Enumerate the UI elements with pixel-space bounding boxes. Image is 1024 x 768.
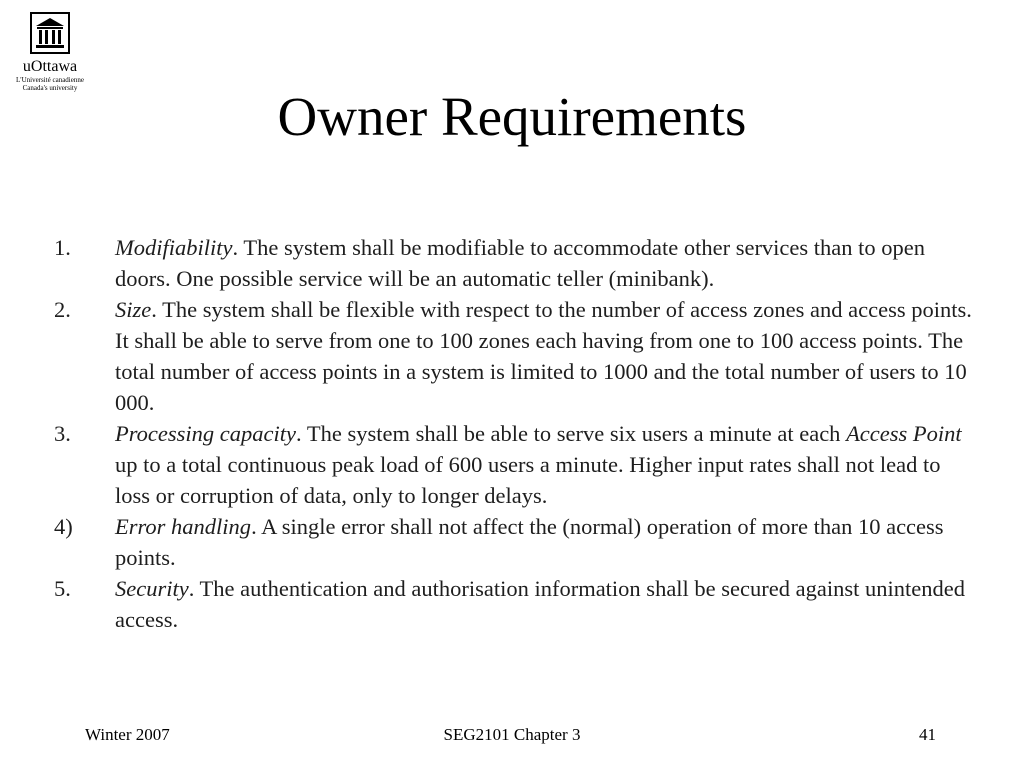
requirement-lead: Modifiability — [115, 235, 233, 260]
requirement-lead: Security — [115, 576, 189, 601]
requirement-item — [40, 573, 980, 635]
requirement-number: 4) — [54, 514, 73, 539]
requirement-item — [40, 294, 980, 418]
university-logo — [8, 12, 92, 92]
footer-course: SEG2101 Chapter 3 — [443, 725, 581, 744]
slide-title: Owner Requirements — [277, 86, 747, 147]
requirement-item — [40, 232, 980, 294]
requirement-lead: Size — [115, 297, 152, 322]
university-building-icon — [30, 12, 70, 54]
requirement-text: . The system shall be flexible with respect to the number of access zones and access points. It shall be able to serve from one to 100 zones each having from one to 100 access points. The total number of access points in a system is limited to 1000 and the total number of users to 10 000. — [115, 297, 972, 415]
requirement-number: 3. — [54, 421, 71, 446]
logo-tagline-en: Canada's university — [22, 84, 78, 92]
requirement-text: up to a total continuous peak load of 600 users a minute. Higher input rates shall not lead to loss or corruption of data, only to longer delays. — [115, 452, 941, 508]
requirement-text: . A single error shall not affect the (normal) operation of more than 10 access points. — [115, 514, 944, 570]
requirement-text: . The authentication and authorisation information shall be secured against unintended access. — [115, 576, 965, 632]
logo-tagline-fr: L'Université canadienne — [16, 76, 84, 84]
requirement-lead: Error handling — [115, 514, 252, 539]
logo-name: uOttawa — [22, 58, 78, 75]
footer-term: Winter 2007 — [85, 725, 170, 744]
requirement-inline-term: Access Point — [846, 421, 962, 446]
requirement-number: 5. — [54, 576, 71, 601]
requirements-list — [40, 232, 980, 635]
footer-page-number: 41 — [919, 725, 936, 744]
requirement-text: . The system shall be modifiable to accommodate other services than to open doors. One possible service will be an automatic teller (minibank). — [115, 235, 926, 291]
requirement-lead: Processing capacity — [115, 421, 296, 446]
requirement-number: 2. — [54, 297, 71, 322]
requirement-item — [40, 511, 980, 573]
requirement-item — [40, 418, 980, 511]
requirement-number: 1. — [54, 235, 71, 260]
requirement-text: . The system shall be able to serve six users a minute at each — [296, 421, 847, 446]
